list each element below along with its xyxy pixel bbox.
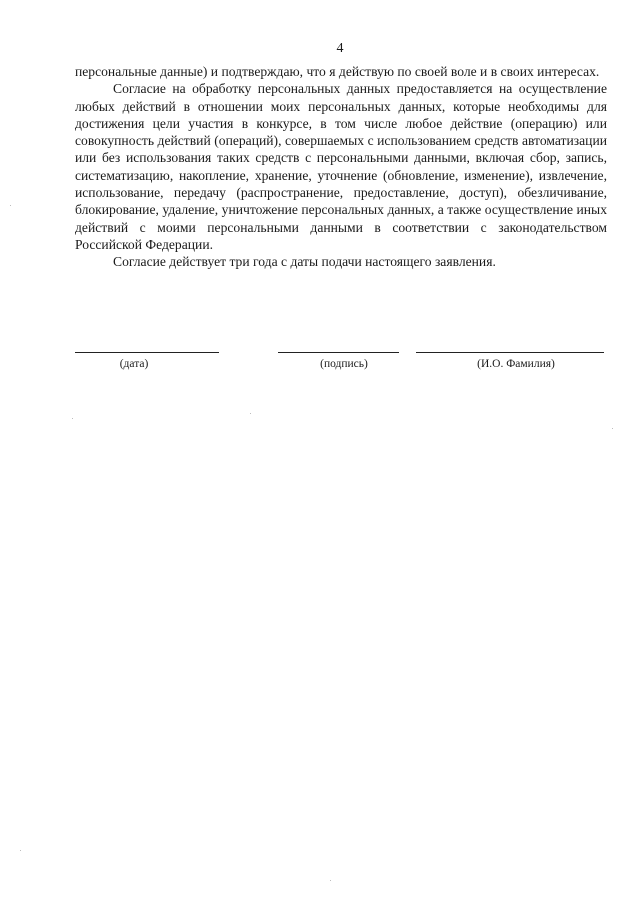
scan-speck xyxy=(612,428,613,429)
paragraph-consent-duration: Согласие действует три года с даты подачи настоящего заявления. xyxy=(113,254,496,270)
date-caption: (дата) xyxy=(119,358,149,370)
paragraph-continuation: персональные данные) и подтверждаю, что я действую по своей воле и в своих интересах. xyxy=(75,64,600,79)
signature-block xyxy=(0,352,640,382)
scan-speck xyxy=(330,880,331,881)
name-line xyxy=(416,352,604,353)
paragraph-consent-scope: Согласие на обработку персональных данных предоставляется на осуществление любых действий в отношении моих персональных данных, которые необходимы для достижения цели участия в конкурсе, в том числе любое действие (операцию) или совокупность действий (операций), совершаемых с использованием средств автоматизации или без использования таких средств с персональными данными, включая сбор, запись, систематизацию, накопление, хранение, уточнение (обновление, изменение), извлечение, использование, передачу (распространение, предоставление, доступ), обезличивание, блокирование, удаление, уничтожение персональных данных, а также осуществление иных действий с моими персональными данными в соответствии с законодательством Российской Федерации. xyxy=(75,81,607,252)
signature-line xyxy=(278,352,399,353)
document-body xyxy=(75,63,607,271)
page-number: 4 xyxy=(336,41,344,56)
scan-speck xyxy=(20,850,21,851)
scan-speck xyxy=(72,418,73,419)
scan-speck xyxy=(10,205,11,206)
scan-speck xyxy=(250,413,251,414)
signature-caption: (подпись) xyxy=(320,358,368,370)
date-line xyxy=(75,352,219,353)
name-caption: (И.О. Фамилия) xyxy=(477,358,555,370)
